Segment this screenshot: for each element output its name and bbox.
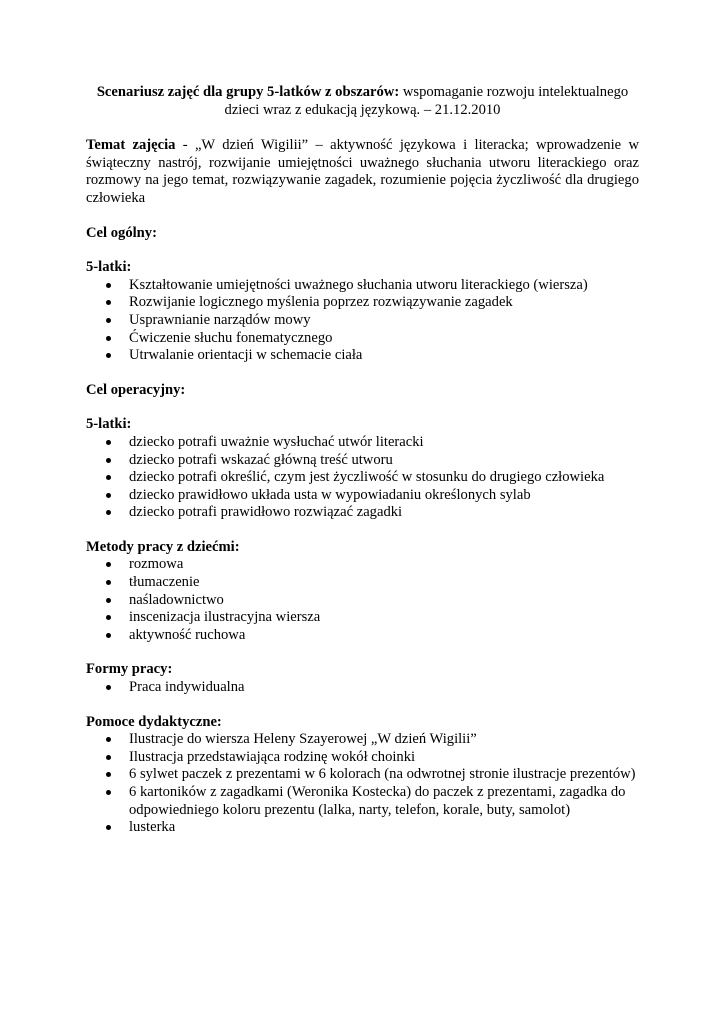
list-item	[86, 434, 639, 452]
bullet-icon	[106, 737, 111, 742]
topic-text: - „W dzień Wigilii” – aktywność językowa i literacka; wprowadzenie w świąteczny nastrój, rozwijanie umiejętności uważnego słuchania utworu literackiego oraz rozmowy na jego temat, rozwiązywanie zagadek, rozumienie pojęcia życzliwość dla drugiego człowieka	[86, 137, 639, 206]
list-item-text: dziecko prawidłowo układa usta w wypowiadaniu określonych sylab	[129, 486, 531, 503]
list-item-text: Ilustracja przedstawiająca rodzinę wokół choinki	[129, 748, 416, 765]
bullet-icon	[106, 562, 111, 567]
formy-heading: Formy pracy:	[86, 661, 173, 678]
bullet-icon	[106, 440, 111, 445]
list-item	[86, 452, 639, 470]
bullet-icon	[106, 790, 111, 795]
list-item-text: Ilustracje do wiersza Heleny Szayerowej „W dzień Wigilii”	[129, 731, 477, 748]
list-item-text: aktywność ruchowa	[129, 626, 246, 643]
cel-ogolny-list	[86, 277, 639, 365]
bullet-icon	[106, 580, 111, 585]
bullet-icon	[106, 510, 111, 515]
bullet-icon	[106, 755, 111, 760]
cel-ogolny-heading: Cel ogólny:	[86, 224, 157, 241]
list-item-text: dziecko potrafi uważnie wysłuchać utwór literacki	[129, 433, 424, 450]
topic-paragraph	[86, 137, 639, 207]
bullet-icon	[106, 685, 111, 690]
cel-operacyjny-list	[86, 434, 639, 522]
list-item	[86, 731, 639, 749]
list-item-text: 6 kartoników z zagadkami (Weronika Kostecka) do paczek z prezentami, zagadka do odpowiedniego koloru prezentu (lalka, narty, telefon, korale, buty, samolot)	[129, 784, 626, 818]
list-item-text: Kształtowanie umiejętności uważnego słuchania utworu literackiego (wiersza)	[129, 276, 588, 293]
list-item	[86, 784, 639, 819]
bullet-icon	[106, 615, 111, 620]
topic-label: Temat zajęcia	[86, 137, 176, 154]
bullet-icon	[106, 475, 111, 480]
list-item	[86, 749, 639, 767]
list-item-text: rozmowa	[129, 556, 184, 573]
list-item	[86, 679, 639, 697]
bullet-icon	[106, 458, 111, 463]
list-item-text: dziecko potrafi określić, czym jest życzliwość w stosunku do drugiego człowieka	[129, 469, 605, 486]
list-item	[86, 556, 639, 574]
list-item	[86, 627, 639, 645]
metody-heading: Metody pracy z dziećmi:	[86, 538, 240, 555]
list-item-text: tłumaczenie	[129, 574, 200, 591]
cel-ogolny-group-heading: 5-latki:	[86, 259, 132, 276]
list-item-text: Ćwiczenie słuchu fonematycznego	[129, 329, 333, 346]
list-item	[86, 487, 639, 505]
list-item	[86, 766, 639, 784]
bullet-icon	[106, 336, 111, 341]
list-item-text: dziecko potrafi wskazać główną treść utworu	[129, 451, 393, 468]
list-item	[86, 609, 639, 627]
title-bold: Scenariusz zajęć dla grupy 5-latków z obszarów:	[96, 84, 400, 100]
list-item	[86, 312, 639, 330]
list-item	[86, 330, 639, 348]
cel-operacyjny-group-heading: 5-latki:	[86, 416, 132, 433]
list-item-text: Rozwijanie logicznego myślenia poprzez rozwiązywanie zagadek	[129, 294, 513, 311]
list-item	[86, 347, 639, 365]
list-item-text: dziecko potrafi prawidłowo rozwiązać zagadki	[129, 504, 403, 521]
list-item-text: Utrwalanie orientacji w schemacie ciała	[129, 347, 363, 364]
list-item	[86, 574, 639, 592]
bullet-icon	[106, 825, 111, 830]
bullet-icon	[106, 353, 111, 358]
bullet-icon	[106, 633, 111, 638]
list-item-text: Praca indywidualna	[129, 679, 245, 696]
list-item	[86, 277, 639, 295]
bullet-icon	[106, 493, 111, 498]
formy-list	[86, 679, 639, 697]
list-item	[86, 819, 639, 837]
list-item	[86, 294, 639, 312]
document-title	[86, 84, 639, 119]
list-item	[86, 469, 639, 487]
bullet-icon	[106, 318, 111, 323]
list-item-text: lusterka	[129, 819, 176, 836]
list-item-text: Usprawnianie narządów mowy	[129, 311, 311, 328]
title-normal: wspomaganie rozwoju intelektualnego dzieci wraz z edukacją językową. – 21.12.2010	[224, 84, 629, 118]
bullet-icon	[106, 283, 111, 288]
bullet-icon	[106, 772, 111, 777]
metody-list	[86, 556, 639, 644]
list-item	[86, 504, 639, 522]
bullet-icon	[106, 598, 111, 603]
list-item	[86, 592, 639, 610]
list-item-text: naśladownictwo	[129, 591, 224, 608]
list-item-text: 6 sylwet paczek z prezentami w 6 kolorach (na odwrotnej stronie ilustracje prezentów)	[129, 766, 636, 783]
cel-operacyjny-heading: Cel operacyjny:	[86, 381, 186, 398]
bullet-icon	[106, 300, 111, 305]
list-item-text: inscenizacja ilustracyjna wiersza	[129, 609, 321, 626]
pomoce-list	[86, 731, 639, 837]
pomoce-heading: Pomoce dydaktyczne:	[86, 713, 222, 730]
